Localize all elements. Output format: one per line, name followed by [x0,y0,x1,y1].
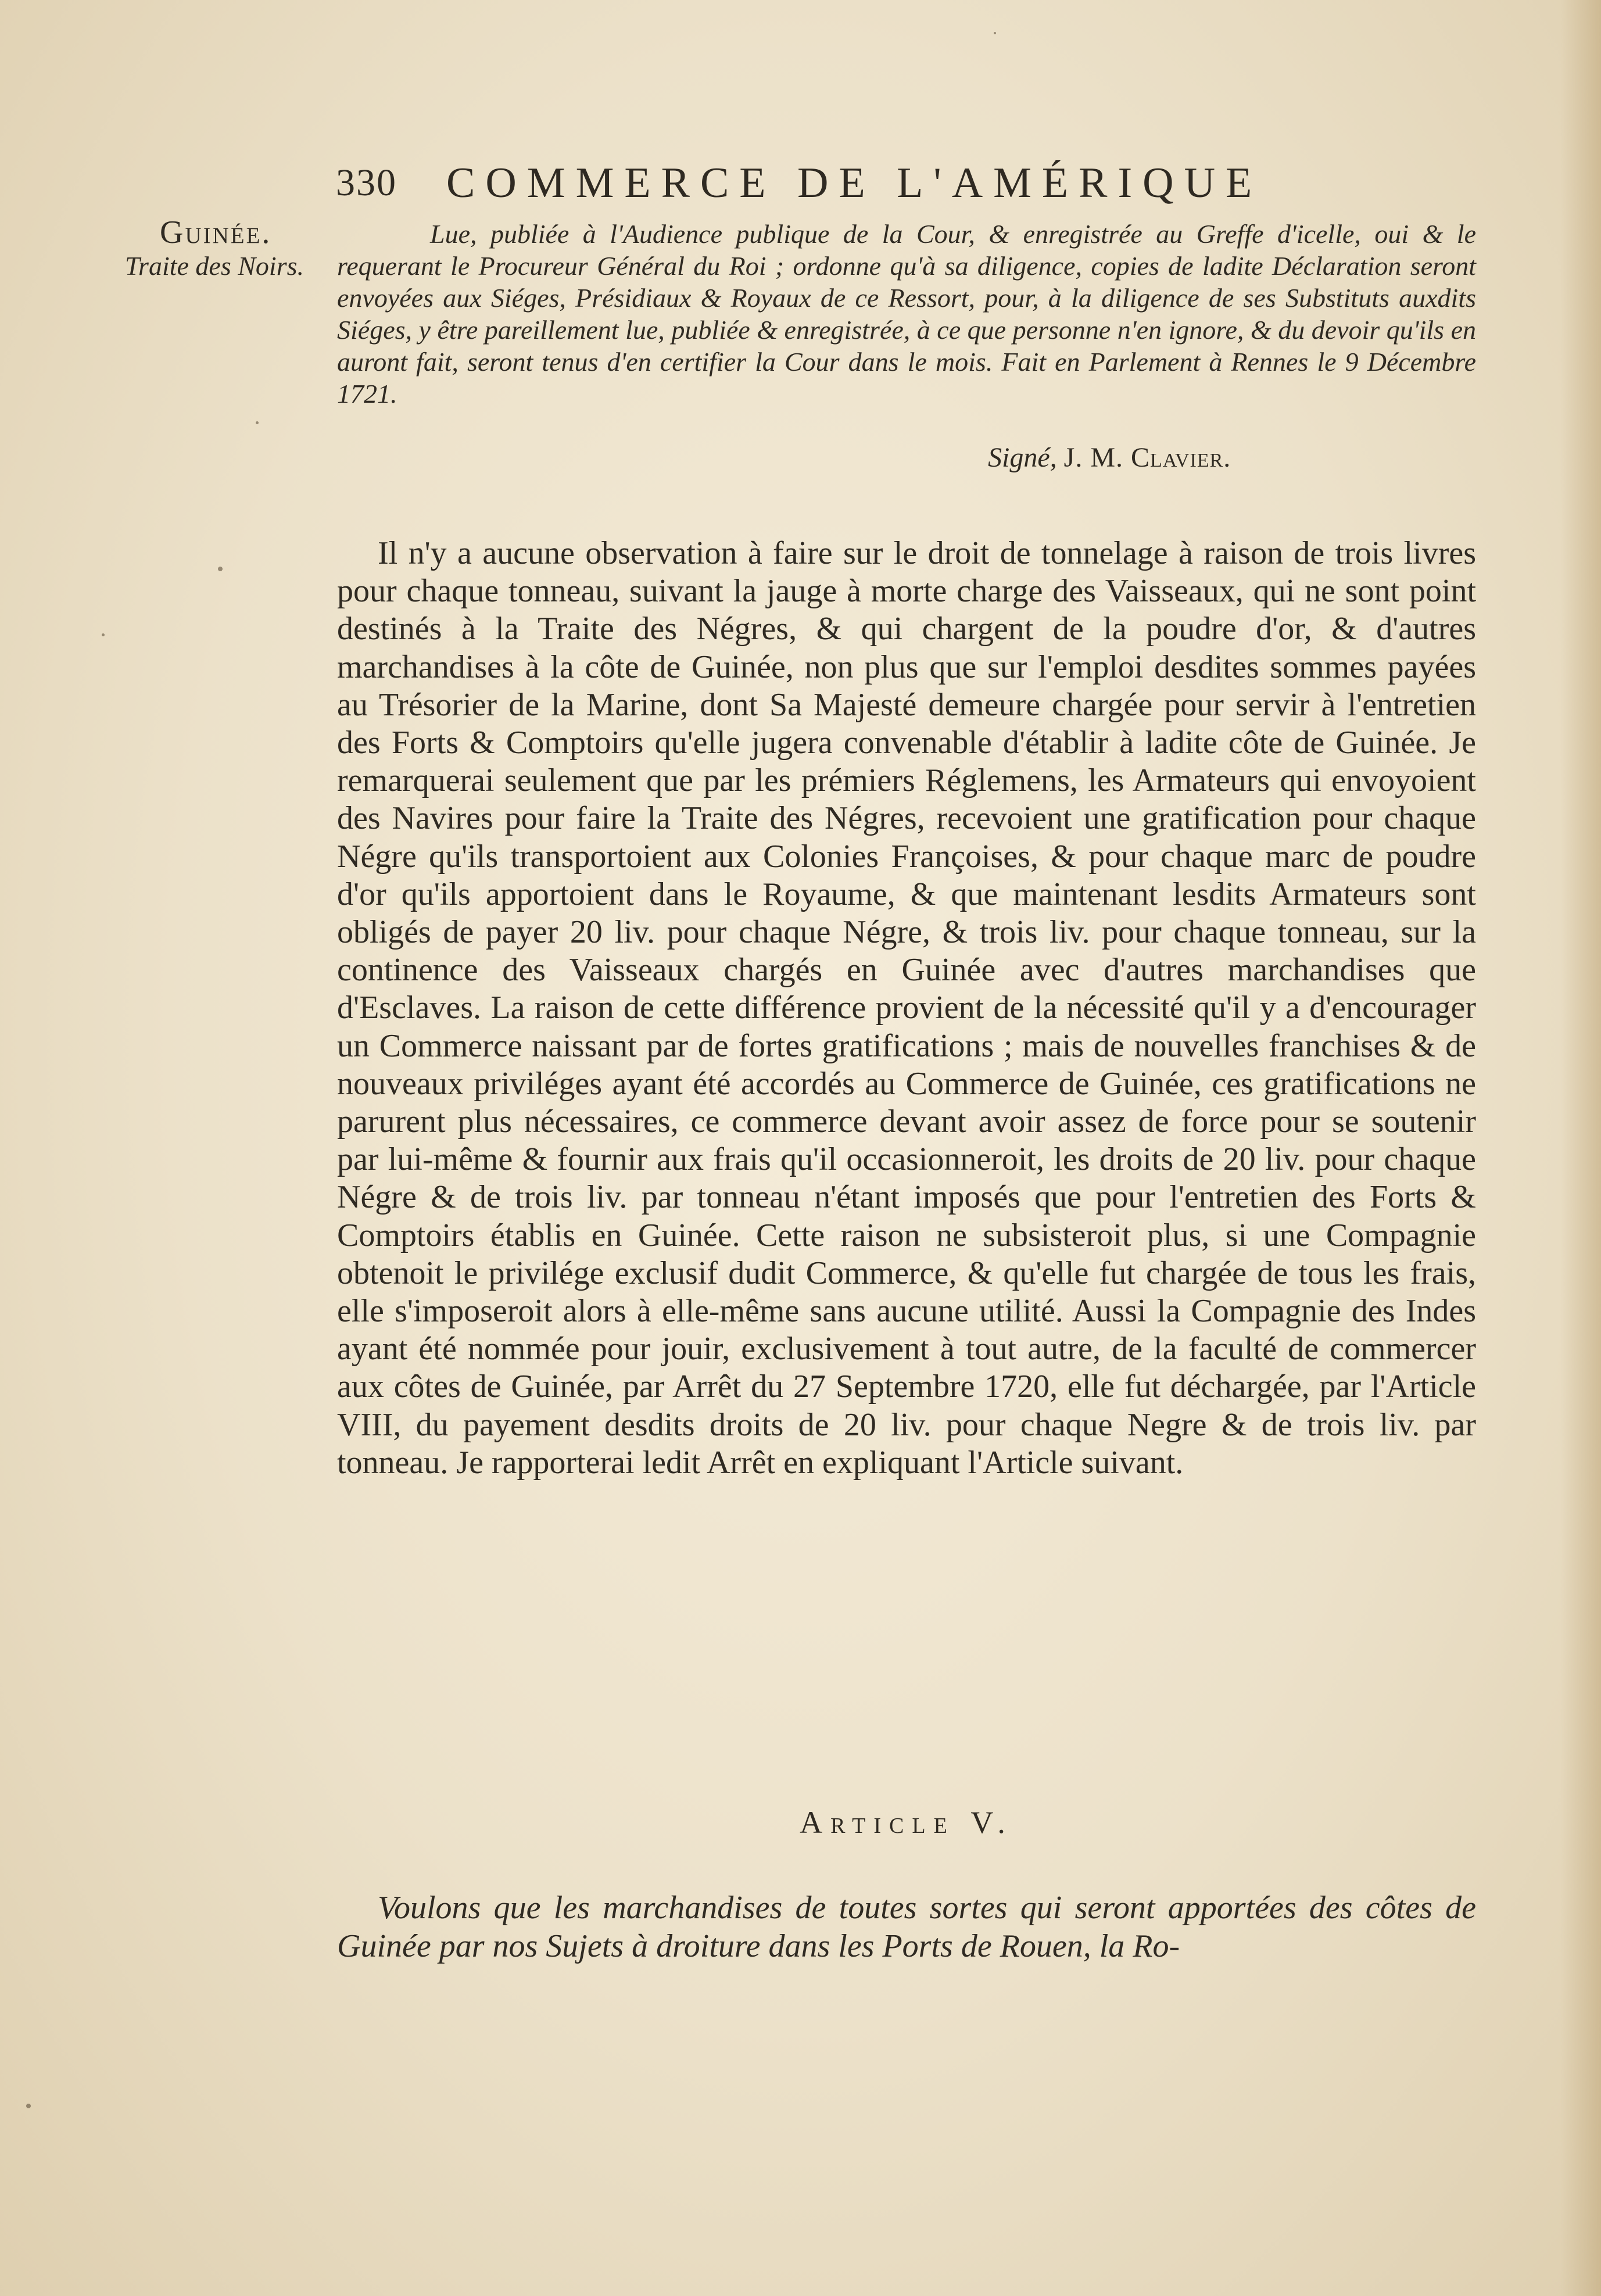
paper-speck [256,421,259,424]
paper-speck [26,2104,31,2108]
paper-speck [102,633,105,636]
running-title: COMMERCE DE L'AMÉRIQUE [446,159,1263,207]
page-number: 330 [336,162,397,204]
body-paragraph: Il n'y a aucune observation à faire sur le droit de tonnelage à raison de trois livres pour chaque tonneau, suivant la jauge à morte charge des Vaisseaux, qui ne sont point destinés à la Traite des Négres, & qui chargent de la poudre d'or, & d'autres marchandises à la côte de Guinée, non plus que sur l'emploi desdites sommes payées au Trésorier de la Marine, dont Sa Majesté demeure chargée pour servir à l'entretien des Forts & Comptoirs qu'elle jugera convenable d'établir à ladite côte de Guinée. Je remarquerai seulement que par les prémiers Réglemens, les Armateurs qui envoyoient des Navires pour faire la Traite des Négres, recevoient une gratification pour chaque Négre qu'ils transportoient aux Colonies Françoises, & pour chaque marc de poudre d'or qu'ils apportoient dans le Royaume, & que maintenant lesdits Armateurs sont obligés de payer 20 liv. pour chaque Négre, & trois liv. pour chaque tonneau, sur la continence des Vaisseaux chargés en Guinée avec d'autres marchandises que d'Esclaves. La raison de cette différence provient de la nécessité qu'il y a d'encourager un Commerce naissant par de fortes gratifications ; mais de nouvelles franchises & de nouveaux priviléges ayant été accordés au Commerce de Guinée, ces gratifications ne parurent plus nécessaires, ce commerce devant avoir assez de force pour se soutenir par lui-même & fournir aux frais qu'il occasionneroit, les droits de 20 liv. pour chaque Négre & de trois liv. par tonneau n'étant imposés que pour l'entretien des Forts & Comptoirs établis en Guinée. Cette raison ne subsisteroit plus, si une Compagnie obtenoit le privilége exclusif dudit Commerce, & qu'elle fut chargée de tous les frais, elle s'imposeroit alors à elle-même sans aucune utilité. Aussi la Compagnie des Indes ayant été nommée pour jouir, exclusivement à tout autre, de la faculté de commercer aux côtes de Guinée, par Arrêt du 27 Septembre 1720, elle fut déchargée, par l'Article VIII, du payement desdits droits de 20 liv. pour chaque Negre & de trois liv. par tonneau. Je rapporterai ledit Arrêt en expliquant l'Article suivant. [337,535,1476,1481]
signature-name: J. M. Clavier. [1063,442,1231,473]
page-edge-shadow [1560,0,1601,2296]
paper-speck [994,32,996,34]
page-header [336,157,1324,209]
paper-speck [218,567,223,571]
signature-line [988,442,1511,474]
decree-text: Lue, publiée à l'Audience publique de la Cour, & enregistrée au Greffe d'icelle, oui & le requerant le Procureur Général du Roi ; ordonne qu'à sa diligence, copies de ladite Déclaration seront envoyées aux Siéges, Présidiaux & Royaux de ce Ressort, pour, à la diligence de ses Substituts auxdits Siéges, y être pareillement lue, publiée & enregistrée, à ce que personne n'en ignore, & du devoir qu'ils en auront fait, seront tenus d'en certifier la Cour dans le mois. Fait en Parlement à Rennes le 9 Décembre 1721. [337,219,1476,409]
article-text: Voulons que les marchandises de toutes sortes qui seront apportées des côtes de Guinée par nos Sujets à droiture dans les Ports de Rouen, la Ro- [337,1890,1476,1964]
decree-paragraph [337,218,1476,410]
margin-note-section: Guinée. [160,214,272,250]
article-heading: Article V. [800,1805,1013,1840]
signature-label: Signé, [988,442,1057,473]
margin-notes [125,215,346,282]
margin-note-subsection: Traite des Noirs. [125,251,305,281]
